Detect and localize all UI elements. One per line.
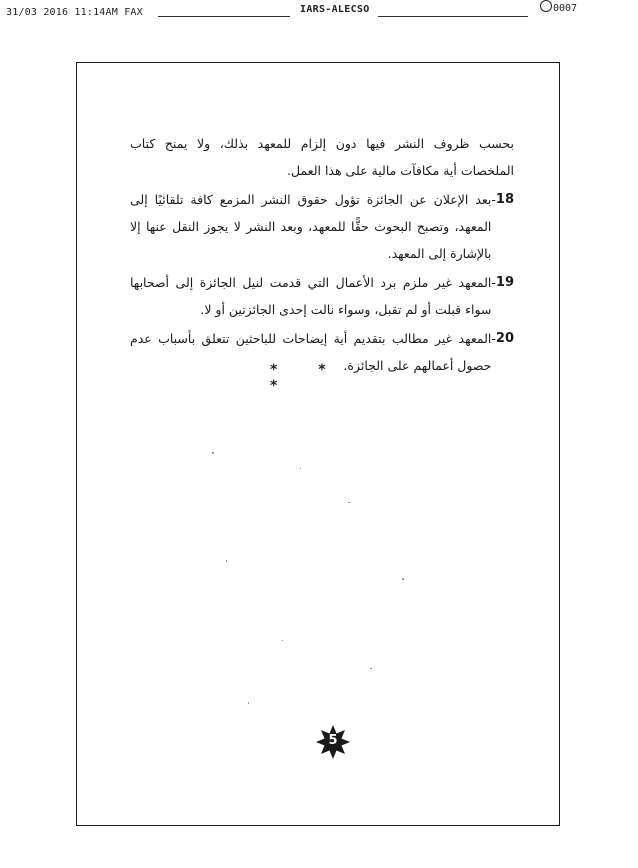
document-body	[130, 130, 514, 379]
page-number-badge	[316, 725, 350, 759]
continuation-paragraph: بحسب ظروف النشر فيها دون إلزام للمعهد بذلك، ولا يمنح كتاب الملخصات أية مكافآت مالية على هذا العمل.	[130, 136, 514, 178]
item-dash: -	[491, 331, 496, 346]
item-dash: -	[491, 275, 496, 290]
item-number: 18	[495, 192, 514, 207]
fax-rule-right	[378, 16, 528, 17]
scan-speck	[248, 702, 249, 704]
list-item	[130, 186, 514, 267]
scan-speck	[212, 452, 214, 454]
scan-speck	[348, 502, 350, 503]
fax-header	[0, 0, 638, 22]
scan-speck	[370, 668, 372, 669]
fax-page-number: 0007	[553, 3, 578, 14]
scan-speck	[226, 560, 227, 562]
scan-speck	[282, 640, 283, 641]
section-separator: * * *	[270, 362, 344, 394]
item-number: 20	[495, 331, 514, 346]
item-text: المعهد غير ملزم برد الأعمال التي قدمت لنيل الجائزة إلى أصحابها سواء قبلت أو لم تقبل، وسواء نالت إحدى الجائزتين أو لا.	[130, 275, 492, 317]
item-dash: -	[491, 192, 496, 207]
page-number: 5	[328, 733, 338, 748]
scan-speck	[300, 468, 301, 469]
fax-page-indicator	[540, 0, 577, 14]
fax-timestamp: 31/03 2016 11:14AM FAX	[6, 7, 143, 18]
fax-organization: IARS-ALECSO	[300, 4, 370, 15]
scan-speck	[402, 578, 404, 580]
item-number: 19	[495, 275, 514, 290]
fax-page-icon	[540, 0, 552, 12]
item-text: المعهد غير مطالب بتقديم أية إيضاحات للباحثين تتعلق بأسباب عدم حصول أعمالهم على الجائزة.	[130, 331, 492, 373]
item-text: بعد الإعلان عن الجائزة تؤول حقوق النشر المزمع كافة تلقائيًا إلى المعهد، وتصبح البحوث حقًّا للمعهد، وبعد النشر لا يجوز النقل عنها إلا بالإشارة إلى المعهد.	[130, 192, 492, 261]
fax-rule-left	[158, 16, 290, 17]
list-item	[130, 269, 514, 323]
